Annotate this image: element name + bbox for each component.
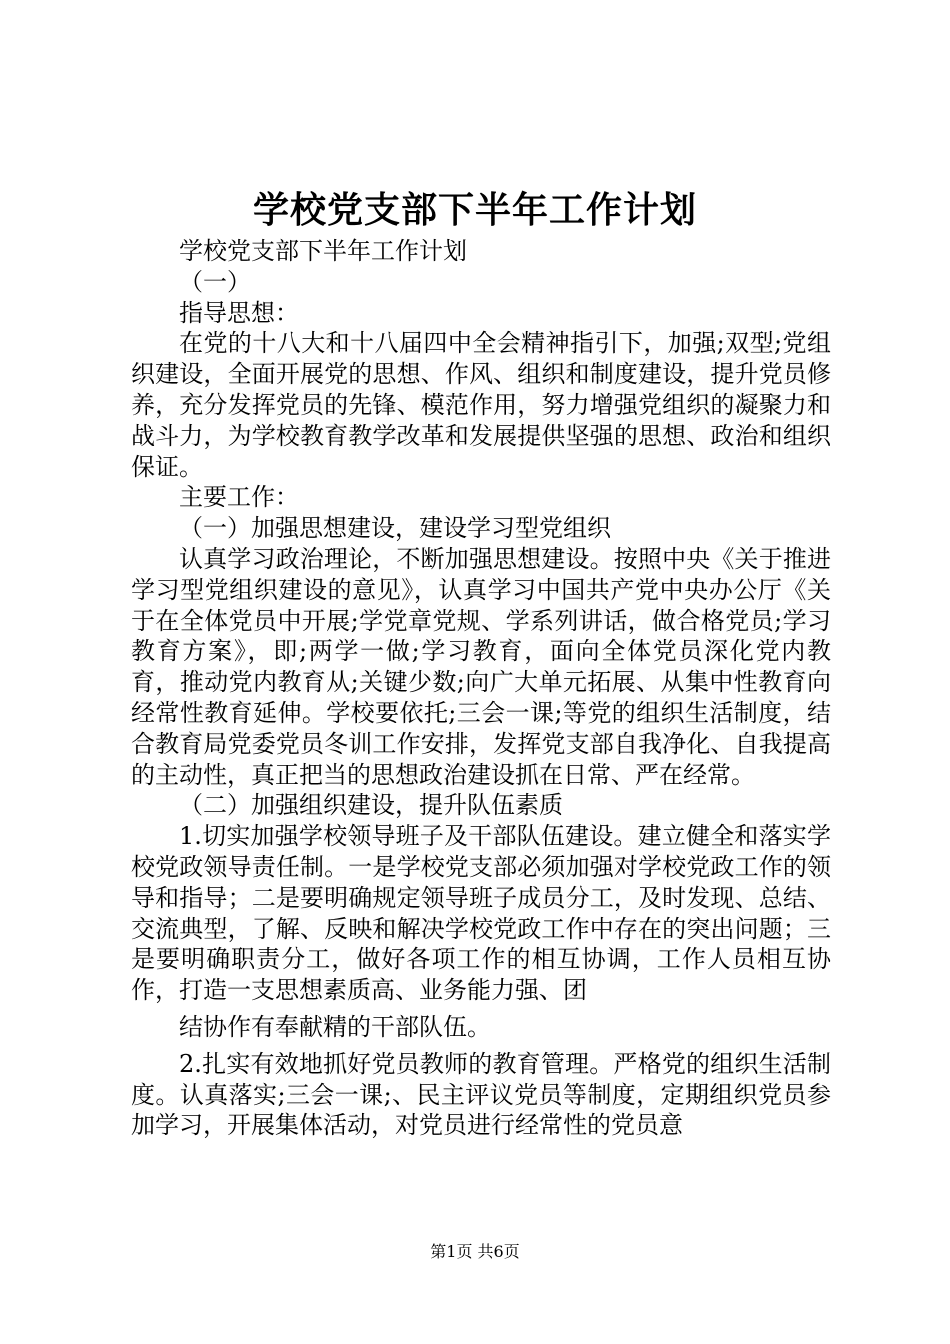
- paragraph-leadership-continued: 结协作有奉献精的干部队伍。: [179, 1012, 491, 1041]
- paragraph-heading-guiding-thought: 指导思想：: [179, 298, 299, 327]
- page-number-footer: 第1页 共6页: [430, 1242, 520, 1261]
- paragraph-subtitle: 学校党支部下半年工作计划: [179, 237, 467, 265]
- paragraph-heading-ideology: （一）加强思想建设，建设学习型党组织: [179, 514, 611, 543]
- paragraph-section-number: （一）: [179, 267, 251, 296]
- paragraph-heading-main-work: 主要工作：: [179, 483, 299, 512]
- paragraph-leadership: 1.切实加强学校领导班子及干部队伍建设。建立健全和落实学校党政领导责任制。一是学校党支部必须加强对学校党政工作的领导和指导；二是要明确规定领导班子成员分工，及时发现、总结、交流典型，了解、反映和解决学校党政工作中存在的突出问题；三是要明确职责分工，做好各项工作的相互协调，工作人员相互协作，打造一支思想素质高、业务能力强、团: [131, 822, 831, 1005]
- document-body: [131, 236, 831, 1141]
- document-title: 学校党支部下半年工作计划: [252, 189, 697, 231]
- paragraph-heading-organization: （二）加强组织建设，提升队伍素质: [179, 791, 563, 820]
- paragraph-member-education: 2.扎实有效地抓好党员教师的教育管理。严格党的组织生活制度。认真落实;三会一课;、民主评议党员等制度，定期组织党员参加学习，开展集体活动，对党员进行经常性的党员意: [131, 1049, 831, 1140]
- paragraph-guiding-thought: 在党的十八大和十八届四中全会精神指引下，加强;双型;党组织建设，全面开展党的思想、作风、组织和制度建设，提升党员修养，充分发挥党员的先锋、模范作用，努力增强党组织的凝聚力和战斗力，为学校教育教学改革和发展提供坚强的思想、政治和组织保证。: [131, 329, 831, 481]
- paragraph-ideology: 认真学习政治理论，不断加强思想建设。按照中央《关于推进学习型党组织建设的意见》，认真学习中国共产党中央办公厅《关于在全体党员中开展;学党章党规、学系列讲话，做合格党员;学习教育方案》，即;两学一做;学习教育，面向全体党员深化党内教育，推动党内教育从;关键少数;向广大单元拓展、从集中性教育向经常性教育延伸。学校要依托;三会一课;等党的组织生活制度，结合教育局党委党员冬训工作安排，发挥党支部自我净化、自我提高的主动性，真正把当的思想政治建设抓在日常、严在经常。: [131, 544, 831, 789]
